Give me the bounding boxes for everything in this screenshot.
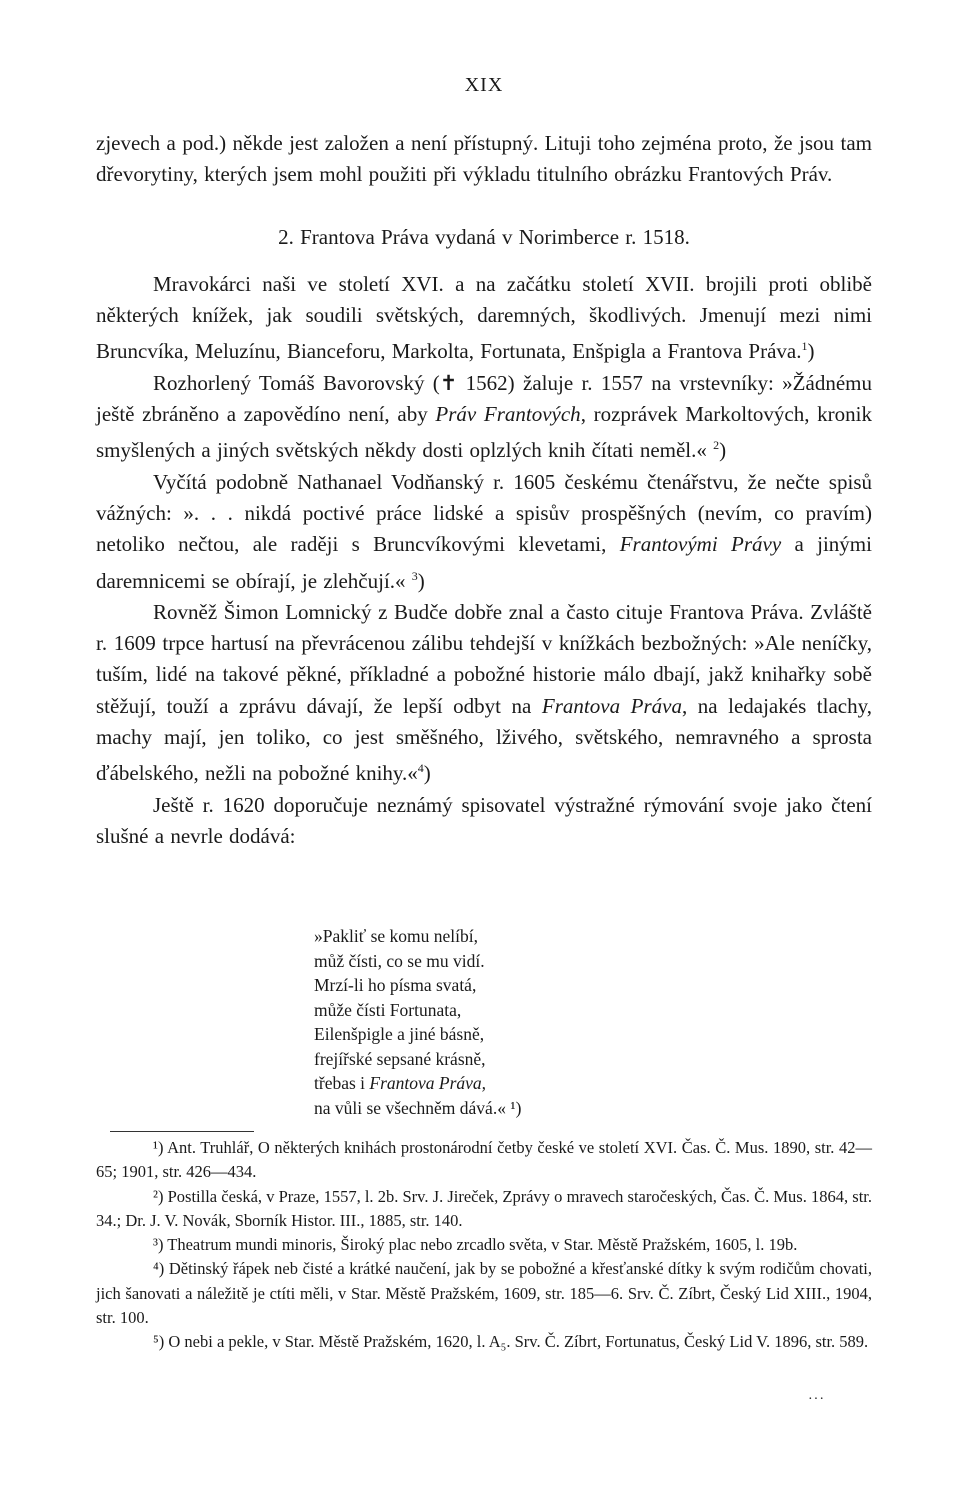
paragraph: Rovněž Šimon Lomnický z Budče dobře znal a často cituje Frantova Práva. Zvláště r. 1609 trpce hartusí na převrácenou zálibu tehdejší v knížkách bezbožných: »Ale neníčky, tuším, lidé na takové pěkné, příkladné a pobožné historie málo dbají, jakž knihařky sobě stěžují, touží a zprávu dávají, že lepší odbyt na Frantova Práva, na ledajakés tlachy, machy mají, jen toliko, co jest směšného, lživého, světského, nemravného a sprosta ďábelského, nežli na pobožné knihy.«$^4$) (96, 599, 872, 786)
footnote-text: Theatrum mundi minoris, Široký plac nebo zrcadlo světa, v Star. Městě Pražském, 1605, l. 19b. (167, 1235, 798, 1255)
italic-title: Frantova Práva (541, 693, 682, 718)
page-number: XIX (464, 74, 504, 96)
paragraph-text: Rovněž Šimon Lomnický z Budče dobře znal a často cituje Frantova Práva. Zvláště r. 1609 trpce hartusí na převrácenou zálibu tehdejší v knížkách bezbožných: »Ale neníčky, tuším, lidé na takové pěkné, příkladné a pobožné historie málo dbají, jakž knihařky sobě stěžují, touží a zprávu dávají, že lepší odbyt na (96, 599, 872, 718)
footnote-ref: 1 (801, 339, 808, 354)
poem-line: Eilenšpigle a jiné básně, (314, 1024, 485, 1044)
poem-line: může čísti Fortunata, (314, 999, 462, 1020)
paragraph-text: Mravokárci naši ve století XVI. a na začátku století XVII. brojili proti oblibě některých knížek, jak soudili světských, daremných, škodlivých. Jmenují mezi nimi Bruncvíka, Meluzínu, Bianceforu, Markolta, Fortunata, Enšpigla a Frantova Práva. (96, 271, 872, 364)
poem-text: třebas i (314, 1073, 370, 1093)
footnote-text: O nebi a pekle, v Star. Městě Pražském, 1620, l. A₅. Srv. Č. Zíbrt, Fortunatus, Český Lid V. 1896, str. 589. (168, 1332, 869, 1352)
poem-line: Mrzí-li ho písma svatá, (314, 975, 477, 995)
footnote-mark: ²) (153, 1186, 164, 1206)
body-text (96, 128, 872, 852)
footnote-text: Ant. Truhlář, O některých knihách prostonárodní četby české ve století XVI. Čas. Č. Mus. 1890, str. 42—65; 1901, str. 426—434. (96, 1138, 872, 1182)
footnote-mark: ³) (153, 1235, 164, 1255)
poem-line: frejířské sepsané krásně, (314, 1048, 486, 1069)
paragraph-text: Vyčítá podobně Nathanael Vodňanský r. 1605 českému čtenářstvu, že nečte spisů vážných: ». . . nikdá poctivé práce lidské a spisův prospěšných (nevím, co pravím) netoliko nečtou, ale raději s Bruncvíkovými klevetami, (96, 469, 872, 557)
paragraph-text: zjevech a pod.) někde jest založen a není přístupný. Lituji toho zejména proto, že jsou tam dřevorytiny, kterých jsem mohl použiti při výkladu titulního obrázku Frantových Práv. (96, 131, 872, 187)
footnote-ref: 2 (713, 438, 720, 453)
footnotes (96, 1136, 872, 1355)
footnote-mark: ⁴) (153, 1259, 165, 1279)
paragraph-text: Ještě r. 1620 doporučuje neznámý spisovatel výstražné rýmování svoje jako čtení slušné a nevrle dodává: (96, 792, 872, 848)
poem-quote (314, 924, 521, 1120)
footnote-mark: ¹) (153, 1138, 164, 1157)
footnote (96, 1330, 872, 1354)
italic-title: Práv Frantových (435, 402, 581, 427)
poem-line (314, 1071, 521, 1096)
poem-line (314, 1096, 521, 1121)
paragraph: Rozhorlený Tomáš Bavorovský (✝ 1562) žaluje r. 1557 na vrstevníky: »Žádnému ještě zbráněno a zapovědíno není, aby Práv Frantových, rozprávek Markoltových, kronik smyšlených a jiných světských někdy dosti oplzlých knih čítati neměl.« $^2$) (96, 370, 872, 463)
paragraph-text: Rozhorlený Tomáš Bavorovský (✝ 1562) žaluje r. 1557 na vrstevníky: »Žádnému ještě zbráněno a zapovědíno není, aby (96, 370, 872, 427)
footnote (96, 1257, 872, 1330)
footnote-ref: ¹) (510, 1097, 522, 1118)
footnote (96, 1185, 872, 1234)
footnote-ref: 4 (417, 761, 424, 776)
footnote-text: Dětinský řápek neb čisté a krátké naučení, jak by se pobožné a křesťanské dítky k svým rodičům chovati, jich šanovati a náležitě je ctíti měli, v Star. Městě Pražském, 1609, str. 185—6. Srv. Č. Zíbrt, Český Lid XIII., 1904, str. 100. (96, 1259, 873, 1328)
paragraph: Mravokárci naši ve století XVI. a na začátku století XVII. brojili proti oblibě některých knížek, jak soudili světských, daremných, škodlivých. Jmenují mezi nimi Bruncvíka, Meluzínu, Bianceforu, Markolta, Fortunata, Enšpigla a Frantova Práva.$^1$) (96, 271, 872, 364)
poem-line: můž čísti, co se mu vidí. (314, 950, 485, 971)
poem-text: na vůli se všechněm dává.« (314, 1097, 506, 1118)
printer-signature-mark: ··· (808, 1392, 825, 1407)
footnote (96, 1233, 872, 1257)
section-heading: 2. Frantova Práva vydaná v Norimberce r. 1518. (278, 224, 690, 249)
footnote-text: Postilla česká, v Praze, 1557, l. 2b. Srv. J. Jireček, Zprávy o mravech staročeských, Čas. Č. Mus. 1864, str. 34.; Dr. J. V. Novák, Sborník Histor. III., 1885, str. 140. (96, 1186, 873, 1230)
paragraph: Vyčítá podobně Nathanael Vodňanský r. 1605 českému čtenářstvu, že nečte spisů vážných: ». . . nikdá poctivé práce lidské a spisův prospěšných (nevím, co pravím) netoliko nečtou, ale raději s Bruncvíkovými klevetami, Frantovými Právy a jinými daremnicemi se obírají, je zlehčují.« $^3$) (96, 469, 872, 593)
paragraph-text: a jinými daremnicemi se obírají, je zlehčují.« (96, 532, 872, 593)
poem-line: »Pakliť se komu nelíbí, (314, 926, 478, 946)
italic-title: Frantova Práva, (369, 1073, 487, 1093)
footnote-ref: 3 (411, 568, 418, 583)
paragraph (96, 790, 872, 853)
italic-title: Frantovými Právy (619, 532, 782, 557)
paragraph-text: , na ledajakés tlachy, machy mají, jen toliko, co jest směšného, lživého, světského, nemravného a sprosta ďábelského, nežli na pobožné knihy.« (96, 693, 872, 786)
footnote-mark: ⁵) (153, 1332, 165, 1352)
footnote (96, 1136, 872, 1185)
paragraph-continuation (96, 128, 872, 191)
footnote-divider (110, 1131, 254, 1132)
paragraph-text: , rozprávek Markoltových, kronik smyšlených a jiných světských někdy dosti oplzlých knih čítati neměl.« (96, 402, 872, 463)
